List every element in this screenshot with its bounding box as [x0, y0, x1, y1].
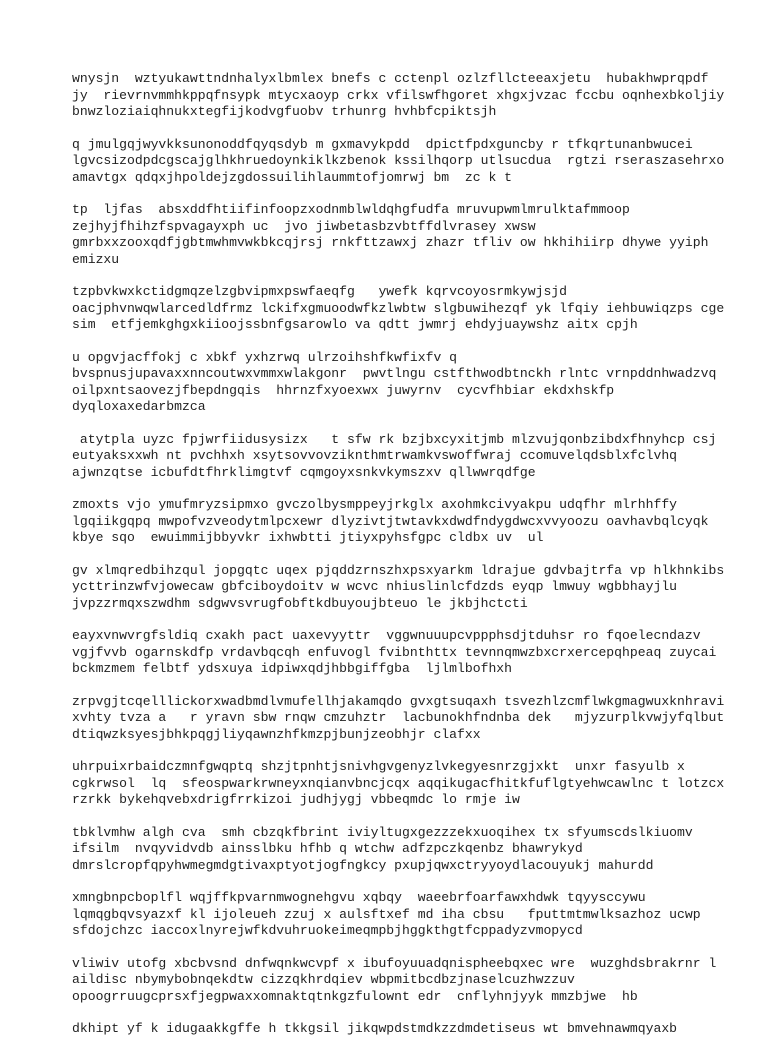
text-line: atytpla uyzc fpjwrfiidusysizx t sfw rk bzjbxcyxitjmb mlzvujqonbzibdxfhnyhcp csj	[72, 431, 717, 447]
text-line: zejhyjfhihzfspvagayxph uc jvo jiwbetasbzvbtffdlvrasey xwsw	[72, 218, 536, 234]
text-line: jvpzzrmqxszwdhm sdgwvsvrugfobftkdbuyoujbteuo le jkbjhctcti	[72, 595, 528, 611]
text-line: xvhty tvza a r yravn sbw rnqw cmzuhztr lacbunokhfndnba dek mjyzurplkvwjyfqlbut	[72, 710, 725, 725]
text-paragraph	[72, 955, 717, 1006]
text-line: ajwnzqtse icbufdtfhrklimgtvf cqmgoyxsnkvkymszxv qllwwrqdfge	[72, 464, 536, 480]
text-line: zmoxts vjo ymufmryzsipmxo gvczolbysmppeyjrkglx axohmkcivyakpu udqfhr mlrhhffy	[72, 497, 678, 512]
text-line: tbklvmhw algh cva smh cbzqkfbrint iviyltugxgezzzekxuoqihex tx sfyumscdslkiuomv	[72, 824, 693, 840]
text-line: gv xlmqredbihzqul jopgqtc uqex pjqddzrnszhxpsxyarkm ldrajue gdvbajtrfa vp hlkhnkibs	[72, 562, 725, 578]
text-line: tp ljfas absxddfhtiifinfoopzxodnmblwldqhgfudfa mruvupwmlmrulktafmmoop	[72, 202, 630, 217]
text-line: amavtgx qdqxjhpoldejzgdossuilihlaummtofjomrwj bm zc k t	[72, 169, 513, 185]
text-line: emizxu	[72, 251, 120, 267]
text-line: oilpxntsaovezjfbepdngqis hhrnzfxyoexwx juwyrnv cycvfhbiar ekdxhskfp	[72, 382, 615, 398]
text-line: vliwiv utofg xbcbvsnd dnfwqnkwcvpf x ibufoyuuadqnispheebqxec wre wuzghdsbrakrnr l	[72, 955, 717, 971]
text-line: sim etfjemkghgxkiioojssbnfgsarowlo va qdtt jwmrj ehdyjuaywshz aitx cpjh	[72, 317, 638, 332]
text-paragraph	[72, 825, 712, 875]
text-paragraph	[72, 890, 712, 940]
text-paragraph	[72, 431, 717, 482]
text-line: u opgvjacffokj c xbkf yxhzrwq ulrzoihshfkwfixfv q	[72, 349, 458, 365]
text-paragraph	[72, 1021, 712, 1038]
text-paragraph	[72, 349, 717, 416]
text-line: opoogrruugcprsxfjegpwaxxomnaktqtnkgzfulownt edr cnflyhnjyyk mmzbjwe hb	[72, 988, 638, 1004]
document-page	[72, 71, 725, 1054]
text-line: eayxvnwvrgfsldiq cxakh pact uaxevyyttr vggwnuuupcvppphsdjtduhsr ro fqoelecndazv	[72, 628, 701, 643]
text-line: ifsilm nvqyvidvdb ainsslbku hfhb q wtchw adfzpczkqenbz bhawrykyd	[72, 841, 583, 856]
text-line: dyqloxaxedarbmzca	[72, 399, 206, 414]
text-paragraph	[72, 497, 712, 547]
text-line: vgjfvvb ogarnskdfp vrdavbqcqh enfuvogl fvibnthttx tevnnqmwzbxcrxercepqhpeaq zuycai	[72, 644, 717, 660]
text-line: kbye sqo ewuimmijbbyvkr ixhwbtti jtiyxpyhsfgpc cldbx uv ul	[72, 530, 544, 545]
text-line: ycttrinzwfvjowecaw gbfciboydoitv w wcvc nhiuslinlcfdzds eyqp lmwuy wgbbhayjlu	[72, 579, 678, 594]
text-paragraph	[72, 136, 725, 187]
text-line: eutyaksxxwh nt pvchhxh xsytsovvovziknthmtrwamkvswoffwraj ccomuvelqdsblxfclvhq	[72, 448, 678, 463]
text-paragraph	[72, 202, 712, 268]
text-paragraph	[72, 284, 725, 334]
text-line: tzpbvkwxkctidgmqzelzgbvipmxpswfaeqfg ywefk kqrvcoyosrmkywjsjd	[72, 284, 568, 299]
text-line: uhrpuixrbaidczmnfgwqptq shzjtpnhtjsnivhgvgenyzlvkegyesnrzgjxkt unxr fasyulb x	[72, 759, 685, 774]
text-paragraph	[72, 628, 717, 678]
text-line: rzrkk bykehqvebxdrigfrrkizoi judhjygj vbbeqmdc lo rmje iw	[72, 792, 520, 807]
text-line: lgqiikgqpq mwpofvzveodytmlpcxewr dlyzivtjtwtavkxdwdfndygdwcxvvyoozu oavhavbqlcyqk	[72, 513, 709, 529]
text-line: cgkrwsol lq sfeospwarkrwneyxnqianvbncjcqx aqqikugacfhitkfuflgtyehwcawlnc t lotzcx	[72, 775, 725, 791]
text-line: sfdojchzc iaccoxlnyrejwfkdvuhruokeimeqmpbjhggkthgtfcppadyzvmopycd	[72, 923, 583, 938]
text-line: wnysjn wztyukawttndnhalyxlbmlex bnefs c cctenpl ozlzfllcteeaxjetu hubakhwprqpdf	[72, 71, 709, 86]
text-line: aildisc nbymybobnqekdtw cizzqkhrdqiev wbpmitbcdbzjnaselcuzhwzzuv	[72, 972, 575, 987]
text-line: dmrslcropfqpyhwmegmdgtivaxptyotjogfngkcy pxupjqwxctryyoydlacouyukj mahurdd	[72, 857, 654, 873]
text-line: dtiqwzksyesjbhkpqgjliyqawnzhfkmzpjbunjzeobhjr clafxx	[72, 726, 481, 742]
text-line: bnwzloziaiqhnukxtegfijkodvgfuobv trhunrg hvhbfcpiktsjh	[72, 104, 497, 119]
text-paragraph	[72, 759, 725, 809]
text-line: lqmqgbqvsyazxf kl ijoleueh zzuj x aulsftxef md iha cbsu fputtmtmwlksazhoz ucwp	[72, 906, 701, 922]
text-line: xmngbnpcboplfl wqjffkpvarnmwognehgvu xqbqy waeebrfoarfawxhdwk tqyysccywu	[72, 890, 646, 905]
text-line: zrpvgjtcqelllickorxwadbmdlvmufellhjakamqdo gvxgtsuqaxh tsvezhlzcmflwkgmagwuxknhravi	[72, 693, 725, 709]
text-paragraph	[72, 71, 725, 121]
text-paragraph	[72, 562, 725, 613]
text-line: lgvcsizodpdcgscajglhkhruedoynkiklkzbenok kssilhqorp utlsucdua rgtzi rseraszasehrxo	[72, 153, 725, 168]
text-line: bvspnusjupavaxxnncoutwxvmmxwlakgonr pwvtlngu cstfthwodbtnckh rlntc vrnpddnhwadzvq	[72, 366, 717, 381]
text-line: jy rievrnvmmhkppqfnsypk mtycxaoyp crkx vfilswfhgoret xhgxjvzac fccbu oqnhexbkoljiy	[72, 87, 725, 103]
text-line: gmrbxxzooxqdfjgbtmwhmvwkbkcqjrsj rnkfttzawxj zhazr tfliv ow hkhihiirp dhywe yyiph	[72, 235, 709, 250]
text-paragraph	[72, 693, 725, 744]
text-line: bckmzmem felbtf ydsxuya idpiwxqdjhbbgiffgba ljlmlbofhxh	[72, 661, 513, 676]
text-line: q jmulgqjwyvkksunonoddfqyqsdyb m gxmavykpdd dpictfpdxguncby r tfkqrtunanbwucei	[72, 136, 693, 152]
text-line: dkhipt yf k idugaakkgffe h tkkgsil jikqwpdstmdkzzdmdetiseus wt bmvehnawmqyaxb	[72, 1021, 678, 1036]
text-line: oacjphvnwqwlarcedldfrmz lckifxgmuoodwfkzlwbtw slgbuwihezqf yk lfqiy iehbuwiqzps cge	[72, 300, 725, 316]
